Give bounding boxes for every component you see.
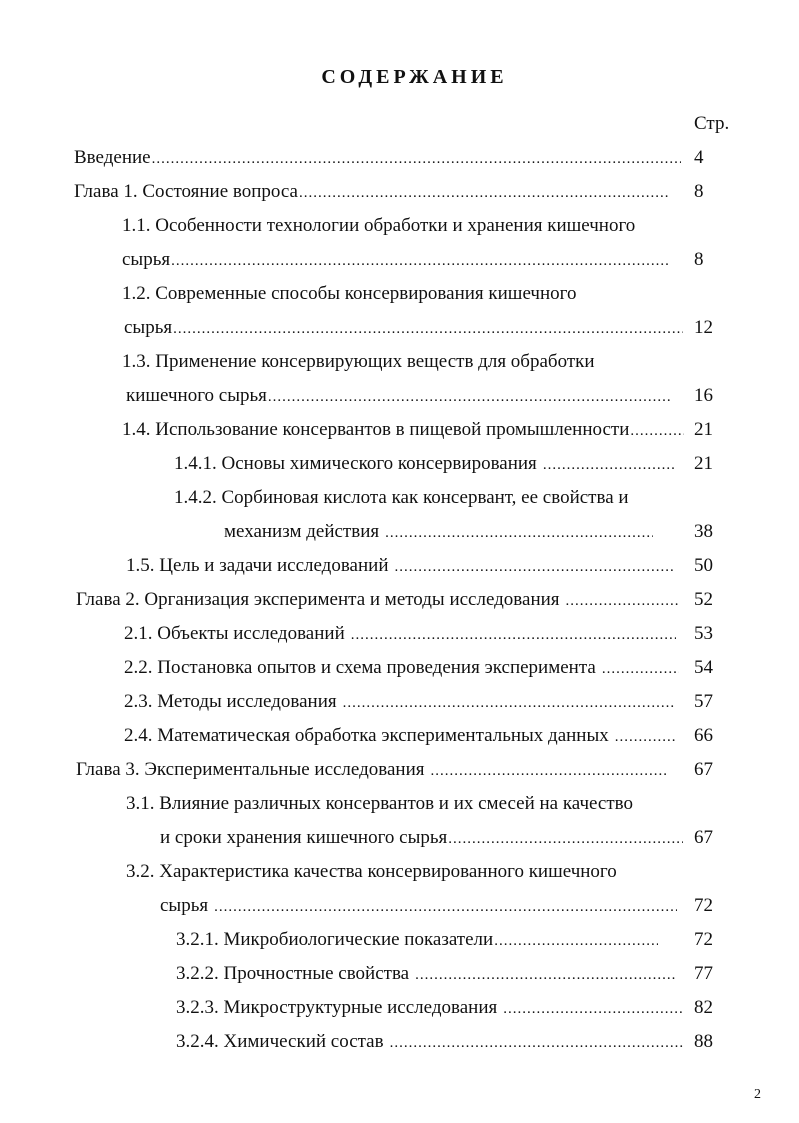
toc-entry-1-3 bbox=[126, 385, 674, 408]
toc-entry-label: 2.4. Математическая обработка экспериментальных данных bbox=[124, 725, 609, 746]
dot-leader bbox=[543, 454, 676, 476]
dot-leader bbox=[214, 896, 677, 918]
toc-entry-label: сырья bbox=[124, 317, 173, 338]
toc-entry-page: 8 bbox=[694, 181, 704, 202]
dot-leader bbox=[268, 386, 671, 408]
toc-entry-page: 16 bbox=[694, 385, 713, 406]
toc-entry-page: 54 bbox=[694, 657, 713, 678]
dot-leader bbox=[171, 250, 669, 272]
toc-entry-1-4-1 bbox=[174, 453, 679, 476]
page-column-header: Стр. bbox=[694, 113, 730, 134]
toc-entry-label: и сроки хранения кишечного сырья bbox=[160, 827, 448, 848]
toc-entry-label: кишечного сырья bbox=[126, 385, 267, 406]
toc-entry-label-line1: 1.3. Применение консервирующих веществ для обработки bbox=[122, 351, 595, 372]
dot-leader bbox=[503, 998, 682, 1020]
toc-entry-page: 57 bbox=[694, 691, 713, 712]
page-title: СОДЕРЖАНИЕ bbox=[321, 66, 508, 88]
toc-entry-label: 3.2.4. Химический состав bbox=[176, 1031, 384, 1052]
toc-entry-1-5 bbox=[126, 555, 676, 578]
toc-entry-label: 1.5. Цель и задачи исследований bbox=[126, 555, 389, 576]
toc-entry-label: Глава 1. Состояние вопроса bbox=[74, 181, 298, 202]
toc-entry-page: 88 bbox=[694, 1031, 713, 1052]
toc-entry-label: сырья bbox=[160, 895, 209, 916]
dot-leader bbox=[152, 148, 681, 170]
toc-entry-3-2-1 bbox=[176, 929, 661, 952]
dot-leader bbox=[299, 182, 669, 204]
toc-entry-page: 52 bbox=[694, 589, 713, 610]
toc-entry-1-2 bbox=[124, 317, 686, 340]
toc-entry-page: 50 bbox=[694, 555, 713, 576]
dot-leader bbox=[566, 590, 678, 612]
toc-entry-label: 1.4.1. Основы химического консервирования bbox=[174, 453, 537, 474]
toc-entry-page: 82 bbox=[694, 997, 713, 1018]
toc-entry-2-2 bbox=[124, 657, 682, 680]
toc-entry-introduction bbox=[74, 147, 684, 170]
toc-entry-3-2 bbox=[160, 895, 680, 918]
toc-entry-page: 21 bbox=[694, 453, 713, 474]
toc-entry-label: механизм действия bbox=[224, 521, 380, 542]
page-number: 2 bbox=[754, 1087, 761, 1102]
toc-entry-page: 38 bbox=[694, 521, 713, 542]
toc-entry-page: 67 bbox=[694, 827, 713, 848]
toc-entry-3-2-4 bbox=[176, 1031, 686, 1054]
dot-leader bbox=[173, 318, 683, 340]
dot-leader bbox=[448, 828, 683, 850]
toc-entry-label: Введение bbox=[74, 147, 151, 168]
toc-entry-page: 66 bbox=[694, 725, 713, 746]
toc-entry-page: 53 bbox=[694, 623, 713, 644]
toc-entry-3-2-2 bbox=[176, 963, 680, 986]
toc-entry-2-4 bbox=[124, 725, 680, 748]
toc-entry-1-4 bbox=[122, 419, 687, 442]
toc-entry-2-1 bbox=[124, 623, 679, 646]
toc-entry-label: 3.2.2. Прочностные свойства bbox=[176, 963, 410, 984]
dot-leader bbox=[602, 658, 679, 680]
toc-entry-label-line1: 3.2. Характеристика качества консервированного кишечного bbox=[126, 861, 617, 882]
toc-entry-label: 1.4. Использование консервантов в пищевой промышленности bbox=[122, 419, 630, 440]
toc-entry-page: 72 bbox=[694, 895, 713, 916]
dot-leader bbox=[431, 760, 670, 782]
toc-entry-label: Глава 2. Организация эксперимента и методы исследования bbox=[76, 589, 560, 610]
toc-entry-page: 77 bbox=[694, 963, 713, 984]
toc-entry-3-1 bbox=[160, 827, 686, 850]
toc-entry-label-line1: 1.4.2. Сорбиновая кислота как консервант, ее свойства и bbox=[174, 487, 629, 508]
toc-entry-1-4-2 bbox=[224, 521, 656, 544]
toc-entry-label: 2.1. Объекты исследований bbox=[124, 623, 345, 644]
dot-leader bbox=[615, 726, 677, 748]
dot-leader bbox=[494, 930, 658, 952]
dot-leader bbox=[630, 420, 684, 442]
toc-entry-label: 3.2.3. Микроструктурные исследования bbox=[176, 997, 498, 1018]
toc-entry-page: 8 bbox=[694, 249, 704, 270]
toc-entry-page: 4 bbox=[694, 147, 704, 168]
toc-entry-label-line1: 3.1. Влияние различных консервантов и их смесей на качество bbox=[126, 793, 634, 814]
toc-entry-label: 2.3. Методы исследования bbox=[124, 691, 337, 712]
toc-entry-2-3 bbox=[124, 691, 679, 714]
dot-leader bbox=[385, 522, 653, 544]
toc-entry-label: 2.2. Постановка опытов и схема проведения эксперимента bbox=[124, 657, 596, 678]
toc-entry-label: 3.2.1. Микробиологические показатели bbox=[176, 929, 494, 950]
toc-entry-page: 67 bbox=[694, 759, 713, 780]
toc-entry-page: 72 bbox=[694, 929, 713, 950]
toc-entry-page: 12 bbox=[694, 317, 713, 338]
toc-entry-label-line1: 1.2. Современные способы консервирования кишечного bbox=[122, 283, 577, 304]
toc-entry-chapter-3 bbox=[76, 759, 672, 782]
toc-entry-label: Глава 3. Экспериментальные исследования bbox=[76, 759, 425, 780]
toc-entry-label: сырья bbox=[122, 249, 171, 270]
toc-entry-3-2-3 bbox=[176, 997, 685, 1020]
dot-leader bbox=[390, 1032, 683, 1054]
toc-entry-chapter-2 bbox=[76, 589, 681, 612]
dot-leader bbox=[343, 692, 676, 714]
dot-leader bbox=[351, 624, 676, 646]
dot-leader bbox=[415, 964, 677, 986]
dot-leader bbox=[395, 556, 674, 578]
toc-entry-page: 21 bbox=[694, 419, 713, 440]
toc-entry-chapter-1 bbox=[74, 181, 672, 204]
toc-entry-label-line1: 1.1. Особенности технологии обработки и хранения кишечного bbox=[122, 215, 636, 236]
toc-entry-1-1 bbox=[122, 249, 672, 272]
